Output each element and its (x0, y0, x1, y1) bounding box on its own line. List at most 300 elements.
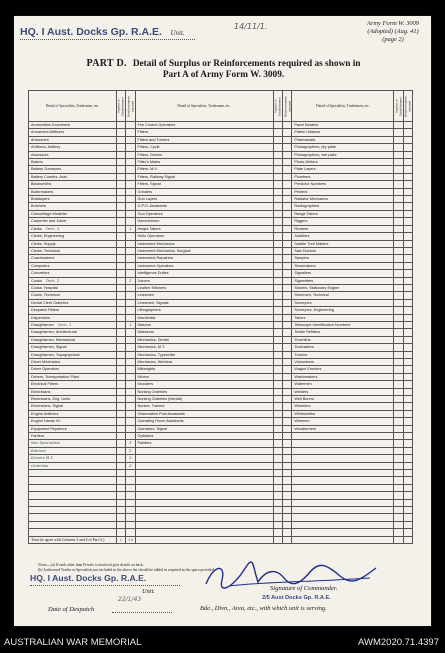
surplus-cell (116, 507, 125, 514)
specialist-label (29, 159, 117, 166)
specialist-label: Pharmacists (292, 136, 394, 143)
surplus-cell (116, 247, 125, 254)
specialist-label (29, 299, 117, 306)
surplus-cell (394, 240, 403, 247)
form-page-number: (page 2) (382, 36, 404, 43)
blank-cell (135, 521, 273, 528)
reinforcement-cell (283, 470, 292, 477)
surplus-cell (394, 396, 403, 403)
specialist-label: Masseurs (135, 329, 273, 336)
blank-cell (292, 492, 394, 499)
specialist-label: Fire Control Operators (135, 122, 273, 129)
table-row (29, 321, 413, 328)
table-row (29, 151, 413, 158)
reinforcement-cell (283, 359, 292, 366)
specialist-label: Hammermen (135, 218, 273, 225)
surplus-cell (116, 270, 125, 277)
reinforcement-cell (126, 196, 135, 203)
surplus-cell (116, 433, 125, 440)
surplus-cell (116, 166, 125, 173)
surplus-cell (394, 292, 403, 299)
reinforcement-cell (403, 329, 412, 336)
reinforcement-cell (403, 440, 412, 447)
specialist-name: Camouflage Modeller (31, 211, 68, 216)
specialist-label (29, 188, 117, 195)
specialist-label: Instrument Operators (135, 262, 273, 269)
table-row (29, 351, 413, 358)
surplus-cell (273, 477, 282, 484)
reinforcement-cell: 3 (126, 440, 135, 447)
specialist-label (29, 218, 117, 225)
specialist-name: Draughtsmen, Architectural (31, 330, 77, 335)
reinforcement-cell (283, 210, 292, 217)
surplus-cell (116, 196, 125, 203)
table-row (29, 136, 413, 143)
reinforcement-cell (126, 499, 135, 506)
specialist-label: Nursing Orderlies (Mental) (135, 396, 273, 403)
form-title (56, 58, 391, 81)
table-row (29, 314, 413, 321)
surplus-cell (273, 307, 282, 314)
blank-cell (292, 529, 394, 536)
blank-cell (29, 492, 117, 499)
table-row (29, 455, 413, 462)
reinforcement-cell (283, 299, 292, 306)
surplus-cell (273, 270, 282, 277)
surplus-cell (273, 188, 282, 195)
blank-cell (135, 470, 273, 477)
reinforcement-cell (403, 247, 412, 254)
surplus-cell (394, 277, 403, 284)
surplus-cell (273, 410, 282, 417)
surplus-cell (116, 366, 125, 373)
specialist-label (29, 225, 117, 232)
surplus-cell (394, 129, 403, 136)
reinforcement-cell (126, 240, 135, 247)
table-row (29, 122, 413, 129)
surplus-cell (273, 284, 282, 291)
footer-unit-label: Unit. (142, 588, 155, 595)
header-detail-3: Detail of Specialists, Tradesmen, etc. (292, 91, 394, 122)
surplus-cell (394, 410, 403, 417)
surplus-cell (394, 388, 403, 395)
surplus-cell (116, 388, 125, 395)
specialist-label (29, 203, 117, 210)
reinforcement-cell (403, 447, 412, 454)
header-detail-2: Detail of Specialists, Tradesmen, etc. (135, 91, 273, 122)
reinforcement-cell (403, 433, 412, 440)
specialist-label: Machinists (135, 314, 273, 321)
specialist-label: Instrument Mechanics, Surgical (135, 247, 273, 254)
title-line-1: Detail of Surplus or Reinforcements required as shown in (132, 59, 361, 69)
blank-cell (135, 514, 273, 521)
reinforcement-cell (403, 492, 412, 499)
reinforcement-cell: 2 (126, 277, 135, 284)
blank-cell (292, 507, 394, 514)
table-row (29, 484, 413, 491)
specialist-label: Riveters (292, 225, 394, 232)
surplus-cell (394, 233, 403, 240)
surplus-cell (273, 196, 282, 203)
blank-cell (29, 514, 117, 521)
blank-cell (292, 462, 394, 469)
reinforcement-cell (403, 225, 412, 232)
table-row (29, 233, 413, 240)
surplus-cell (116, 351, 125, 358)
unit-stamp: HQ. I Aust. Docks Gp. R.A.E. (20, 26, 162, 38)
reinforcement-cell (126, 247, 135, 254)
specialist-label (29, 433, 117, 440)
blank-cell (292, 499, 394, 506)
specialist-label (29, 129, 117, 136)
table-row (29, 144, 413, 151)
surplus-cell (116, 499, 125, 506)
table-row (29, 277, 413, 284)
surplus-cell (394, 529, 403, 536)
blank-cell (29, 484, 117, 491)
specialist-label: Fitters, Drivers (135, 151, 273, 158)
reinforcement-cell (283, 203, 292, 210)
despatch-date-value: 22/1/43 (118, 596, 142, 603)
reinforcement-cell (403, 388, 412, 395)
specialist-label: Vulcanisers (292, 359, 394, 366)
table-row (29, 159, 413, 166)
reinforcement-cell (126, 403, 135, 410)
specialist-label: Lithographers (135, 307, 273, 314)
blank-cell (292, 514, 394, 521)
surplus-cell (116, 218, 125, 225)
surplus-cell (273, 492, 282, 499)
surplus-cell (116, 396, 125, 403)
surplus-cell (394, 203, 403, 210)
header-surplus-1: Surplus to Establishment (116, 91, 125, 122)
reinforcement-cell (283, 240, 292, 247)
table-row (29, 462, 413, 469)
surplus-cell (394, 329, 403, 336)
surplus-cell (116, 447, 125, 454)
surplus-cell (273, 151, 282, 158)
header-reinf-2: Reinforcements required (283, 91, 292, 122)
specialist-label: Surveyors (292, 299, 394, 306)
blank-cell (135, 507, 273, 514)
surplus-cell (116, 255, 125, 262)
specialist-label: Painters (135, 440, 273, 447)
specialist-label (29, 344, 117, 351)
surplus-cell (273, 247, 282, 254)
reinforcement-cell (126, 492, 135, 499)
specialist-label: Millwrights (135, 366, 273, 373)
specialist-label: Welders (292, 388, 394, 395)
handwritten-entry: Drivers M.T. (29, 455, 117, 462)
blank-cell (135, 462, 273, 469)
table-row (29, 410, 413, 417)
surplus-cell (394, 321, 403, 328)
surplus-cell (273, 277, 282, 284)
reinforcement-cell (283, 144, 292, 151)
specialist-name: Clerks, Technical (31, 248, 60, 253)
specialist-label: Pattern Makers (292, 129, 394, 136)
surplus-cell (116, 329, 125, 336)
reinforcement-cell (283, 403, 292, 410)
specialist-name: Electricians, Eng. Units (31, 397, 71, 402)
surplus-cell (116, 144, 125, 151)
reinforcement-cell (283, 122, 292, 129)
surplus-cell (394, 507, 403, 514)
specialist-label: Photographers, wet plate (292, 151, 394, 158)
specialist-label (29, 418, 117, 425)
reinforcement-cell (403, 270, 412, 277)
surplus-cell (273, 396, 282, 403)
specialist-label: Saddlers (292, 233, 394, 240)
specialist-label (29, 277, 117, 284)
surplus-cell (116, 122, 125, 129)
surplus-cell (116, 284, 125, 291)
reinforcement-cell (283, 418, 292, 425)
surplus-cell (394, 381, 403, 388)
surplus-cell (273, 299, 282, 306)
specialist-label: Predictor Numbers (292, 181, 394, 188)
reinforcement-cell (403, 381, 412, 388)
specialist-label (29, 373, 117, 380)
table-row (29, 388, 413, 395)
surplus-cell (394, 188, 403, 195)
surplus-cell (394, 433, 403, 440)
reinforcement-cell (283, 129, 292, 136)
surplus-cell (394, 418, 403, 425)
specialist-label: Panel Beaters (292, 122, 394, 129)
specialist-name: Artificers, Artillery (31, 145, 61, 150)
reinforcement-cell (283, 292, 292, 299)
specialist-label (29, 240, 117, 247)
reinforcement-cell (283, 447, 292, 454)
specialist-label (29, 173, 117, 180)
specialist-name: Concretors (31, 271, 50, 276)
reinforcement-cell (403, 122, 412, 129)
surplus-cell (116, 277, 125, 284)
reinforcement-cell (126, 173, 135, 180)
reinforcement-cell (403, 455, 412, 462)
surplus-cell (394, 440, 403, 447)
reinforcement-cell (126, 484, 135, 491)
specialist-label: Sawyers (292, 255, 394, 262)
reinforcement-cell (283, 373, 292, 380)
specialists-table (28, 90, 413, 544)
blank-cell (283, 536, 292, 543)
surplus-cell (273, 255, 282, 262)
table-row (29, 440, 413, 447)
reinforcement-cell (126, 136, 135, 143)
surplus-cell (273, 144, 282, 151)
specialist-label: Opticians (135, 433, 273, 440)
reinforcement-cell (283, 433, 292, 440)
reinforcement-cell (126, 359, 135, 366)
surplus-cell (273, 521, 282, 528)
specialist-name: Armament Artificers (31, 130, 65, 135)
surplus-cell (116, 462, 125, 469)
reinforcement-cell (126, 210, 135, 217)
reinforcement-cell (126, 314, 135, 321)
specialist-label (29, 307, 117, 314)
reinforcement-cell (403, 173, 412, 180)
specialist-label: Radiator Mechanics (292, 196, 394, 203)
reinforcement-cell (403, 403, 412, 410)
reinforcement-cell (403, 477, 412, 484)
reinforcement-cell (126, 381, 135, 388)
surplus-cell (116, 299, 125, 306)
reinforcement-cell (283, 492, 292, 499)
specialist-label: Storemen, Technical (292, 292, 394, 299)
specialist-label (29, 410, 117, 417)
specialist-label: Printers (292, 188, 394, 195)
surplus-cell (116, 321, 125, 328)
surplus-cell (116, 521, 125, 528)
reinforcement-cell (126, 166, 135, 173)
reinforcement-cell (283, 462, 292, 469)
specialist-label: Masons (135, 321, 273, 328)
specialist-label (29, 284, 117, 291)
archive-id: AWM2020.71.4397 (358, 636, 439, 648)
surplus-cell (116, 292, 125, 299)
handwritten-entry: Tech. 1 (57, 321, 72, 327)
specialist-label (29, 336, 117, 343)
surplus-cell (394, 359, 403, 366)
reinforcement-cell (126, 218, 135, 225)
reinforcement-cell (283, 136, 292, 143)
reinforcement-cell (403, 262, 412, 269)
surplus-cell (394, 366, 403, 373)
reinforcement-cell (126, 270, 135, 277)
specialist-label (29, 403, 117, 410)
surplus-cell (394, 373, 403, 380)
reinforcement-cell (283, 181, 292, 188)
specialist-name: Cooks, Technical (31, 293, 60, 298)
surplus-cell (116, 381, 125, 388)
specialist-label (29, 359, 117, 366)
reinforcement-cell: 2 (126, 455, 135, 462)
table-row (29, 210, 413, 217)
table-row (29, 225, 413, 232)
surplus-cell (394, 344, 403, 351)
specialist-label (29, 425, 117, 432)
note-a: Notes—(a) If rank other than Private is involved give details on back. (38, 563, 144, 567)
specialist-name: Computers (31, 263, 50, 268)
total-reinforcements: 14 (126, 536, 135, 543)
form-adopted: (Adopted) (Aug. 41) (367, 28, 419, 35)
specialist-label (29, 381, 117, 388)
table-row (29, 196, 413, 203)
reinforcement-cell (283, 166, 292, 173)
specialist-label: Well Borers (292, 396, 394, 403)
surplus-cell (116, 470, 125, 477)
specialist-label: Nursing Orderlies (135, 388, 273, 395)
table-row (29, 299, 413, 306)
reinforcement-cell (126, 410, 135, 417)
surplus-cell (394, 425, 403, 432)
reinforcement-cell: 1 (126, 225, 135, 232)
blank-cell (403, 536, 412, 543)
reinforcement-cell (283, 381, 292, 388)
specialist-label: Wheelers (292, 403, 394, 410)
reinforcement-cell (403, 344, 412, 351)
specialist-label: Watchmakers (292, 373, 394, 380)
specialist-name: Armourers (31, 137, 49, 142)
reinforcement-cell (126, 262, 135, 269)
specialist-label (29, 321, 117, 328)
table-row (29, 240, 413, 247)
reinforcement-cell (403, 484, 412, 491)
surplus-cell (116, 262, 125, 269)
archive-name: AUSTRALIAN WAR MEMORIAL (4, 636, 142, 648)
specialist-name: Coachmakers (31, 256, 55, 261)
specialist-label: Joiners (135, 277, 273, 284)
specialist-name: Carpenter and Joiner (31, 219, 67, 224)
handwritten-entry: Batmen (29, 447, 117, 454)
reinforcement-cell (403, 373, 412, 380)
blank-cell (29, 529, 117, 536)
surplus-cell (394, 403, 403, 410)
specialist-name: Dental Clerk Orderlies (31, 300, 69, 305)
reinforcement-cell (283, 314, 292, 321)
specialist-label (29, 388, 117, 395)
table-row (29, 499, 413, 506)
specialist-label: Mechanics, Typewriter (135, 351, 273, 358)
handwritten-entry: Orderlies (29, 462, 117, 469)
table-row (29, 433, 413, 440)
header-detail-1: Detail of Specialists, Tradesmen, etc. (29, 91, 117, 122)
blank-cell (135, 492, 273, 499)
specialist-label: Woodturners (292, 425, 394, 432)
reinforcement-cell (283, 233, 292, 240)
surplus-cell (394, 299, 403, 306)
blank-cell (29, 499, 117, 506)
specialist-label: Mechanics, M.T. (135, 344, 273, 351)
reinforcement-cell (283, 366, 292, 373)
specialist-name: Bricklayers (31, 197, 50, 202)
reinforcement-cell (283, 270, 292, 277)
specialist-label: Shoemakers (292, 262, 394, 269)
table-row (29, 514, 413, 521)
blank-cell (292, 477, 394, 484)
table-row (29, 470, 413, 477)
surplus-cell (273, 173, 282, 180)
surplus-cell (116, 418, 125, 425)
specialist-label: Wagon Erectors (292, 366, 394, 373)
surplus-cell (394, 484, 403, 491)
reinforcement-cell (403, 462, 412, 469)
surplus-cell (394, 262, 403, 269)
reinforcement-cell (403, 529, 412, 536)
reinforcement-cell (403, 425, 412, 432)
specialist-label (29, 122, 117, 129)
specialist-label: Wiremen (292, 418, 394, 425)
reinforcement-cell (283, 396, 292, 403)
specialist-label: Nurses, Trained (135, 403, 273, 410)
blank-cell (135, 536, 273, 543)
table-row (29, 425, 413, 432)
specialist-label: Mechanics, Wireless (135, 359, 273, 366)
specialist-name: Blacksmiths (31, 182, 52, 187)
specialist-label: Radiographers (292, 203, 394, 210)
surplus-cell (394, 455, 403, 462)
surplus-cell (394, 477, 403, 484)
surplus-cell (394, 122, 403, 129)
specialist-name: Butchers (31, 204, 46, 209)
blank-cell (292, 433, 394, 440)
handwritten-entry: Tech. 2 (45, 277, 60, 283)
specialist-label: Mechanics, Dental (135, 336, 273, 343)
specialist-label: Tailors (292, 314, 394, 321)
reinforcement-cell: 2 (126, 462, 135, 469)
